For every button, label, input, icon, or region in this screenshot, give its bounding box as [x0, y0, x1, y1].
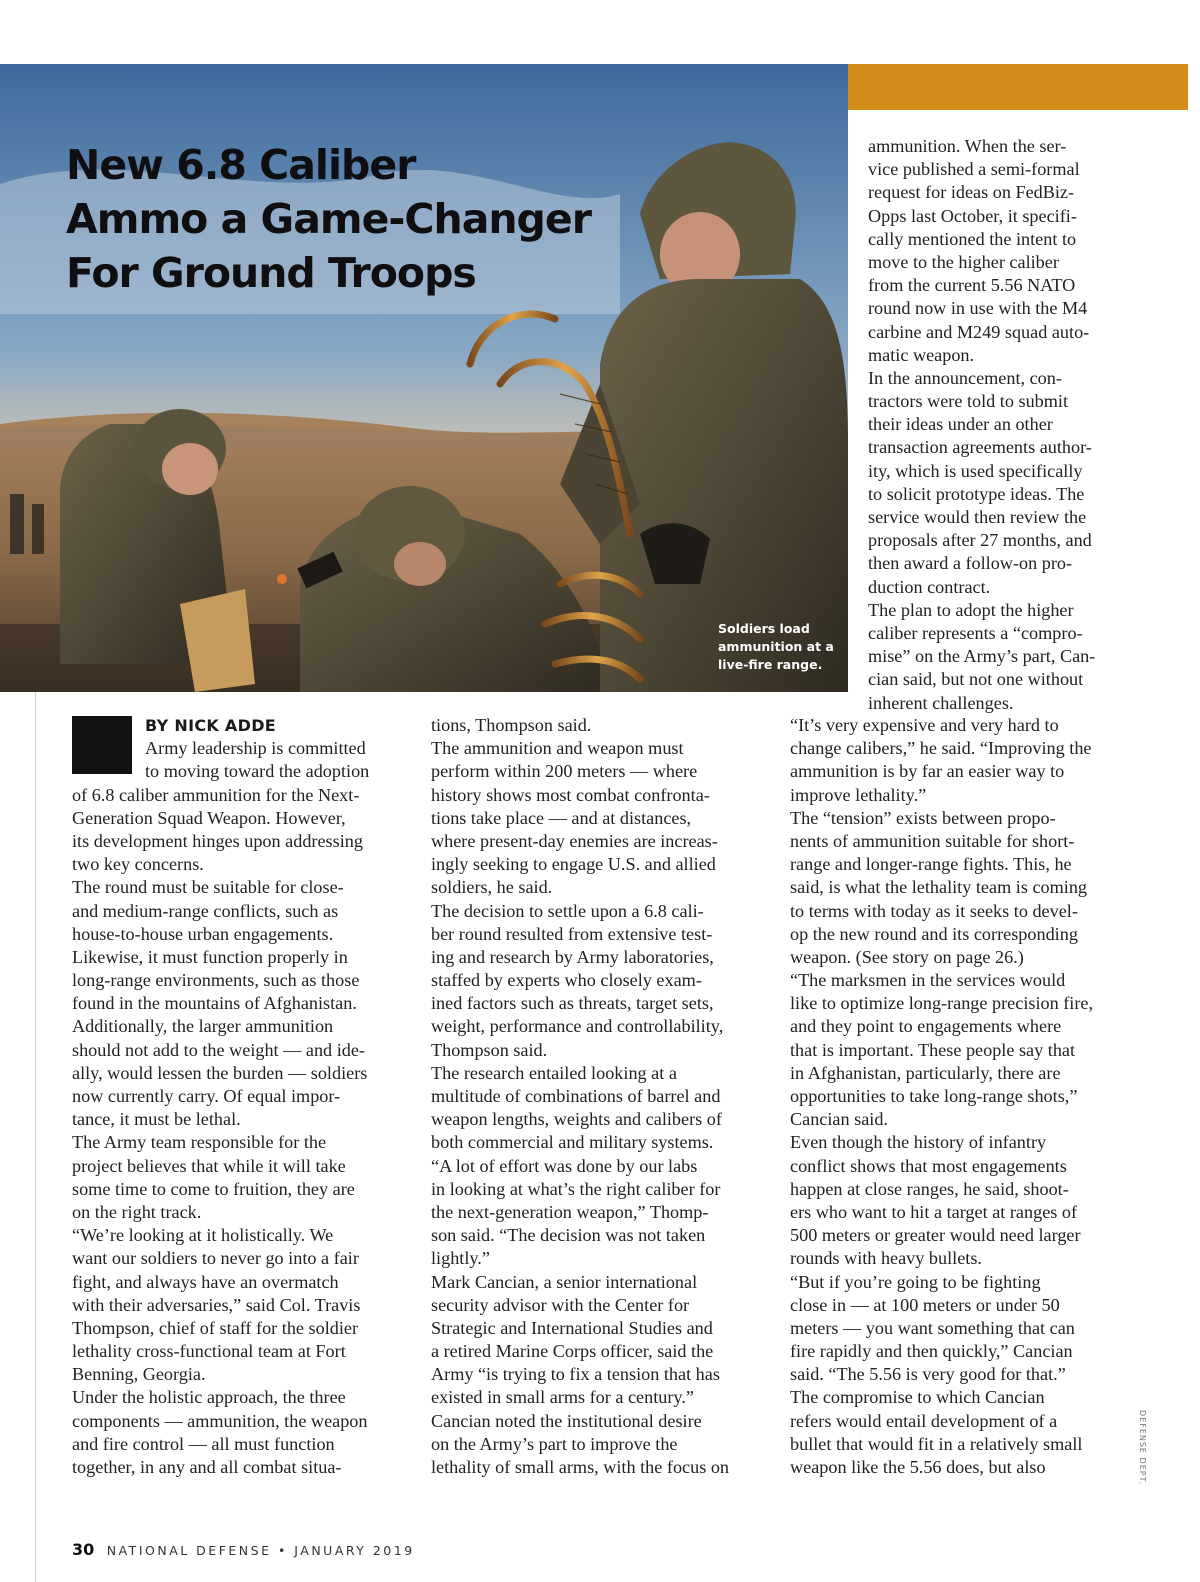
text-line: mise” on the Army’s part, Can-	[868, 646, 1096, 667]
text-line: proposals after 27 months, and	[868, 530, 1092, 551]
text-line: components — ammunition, the weapon	[72, 1410, 368, 1431]
text-line: the next-generation weapon,” Thomp-	[431, 1201, 709, 1222]
text-line: caliber represents a “compro-	[868, 622, 1083, 643]
text-line: close in — at 100 meters or under 50	[790, 1294, 1060, 1315]
text-line: to terms with today as it seeks to devel-	[790, 900, 1078, 921]
text-line: The decision to settle upon a 6.8 cali-	[431, 900, 704, 921]
text-line: vice published a semi-formal	[868, 159, 1080, 180]
text-line: bullet that would fit in a relatively small	[790, 1433, 1083, 1454]
text-column-3	[790, 714, 1122, 1479]
text-line: Likewise, it must function properly in	[72, 946, 348, 967]
text-line: found in the mountains of Afghanistan.	[72, 993, 357, 1014]
text-line: weapon. (See story on page 26.)	[790, 946, 1024, 967]
text-line: weight, performance and controllability,	[431, 1016, 724, 1037]
text-line: cian said, but not one without	[868, 669, 1084, 690]
text-line: said. “The 5.56 is very good for that.”	[790, 1364, 1066, 1385]
text-line: from the current 5.56 NATO	[868, 275, 1076, 296]
text-line: soldiers, he said.	[431, 877, 553, 898]
text-line: Thompson, chief of staff for the soldier	[72, 1317, 359, 1338]
text-line: weapon like the 5.56 does, but also	[790, 1457, 1046, 1477]
text-line: Additionally, the larger ammunition	[72, 1016, 334, 1037]
text-line: transaction agreements author-	[868, 437, 1092, 458]
text-line: to moving toward the adoption	[145, 761, 370, 782]
text-line: ity, which is used specifically	[868, 460, 1083, 481]
text-line: tractors were told to submit	[868, 391, 1069, 412]
text-line: ing and research by Army laboratories,	[431, 946, 714, 967]
text-line: The ammunition and weapon must	[431, 738, 684, 759]
text-line: happen at close ranges, he said, shoot-	[790, 1178, 1069, 1199]
text-line: carbine and M249 squad auto-	[868, 321, 1090, 342]
text-line: want our soldiers to never go into a fair	[72, 1248, 359, 1269]
text-line: Army leadership is committed	[145, 738, 366, 759]
text-line: where present-day enemies are increas-	[431, 830, 718, 851]
text-line: both commercial and military systems.	[431, 1132, 714, 1153]
text-line: in looking at what’s the right caliber for	[431, 1178, 721, 1199]
headline-line: Ammo a Game-Changer	[66, 195, 591, 243]
text-line: improve lethality.”	[790, 784, 927, 805]
text-line: two key concerns.	[72, 854, 204, 875]
text-line: existed in small arms for a century.”	[431, 1387, 694, 1408]
text-line: Generation Squad Weapon. However,	[72, 807, 346, 828]
text-line: and fire control — all must function	[72, 1433, 335, 1454]
text-line: Army “is trying to fix a tension that has	[431, 1364, 720, 1385]
text-line: “We’re looking at it holistically. We	[72, 1225, 334, 1246]
text-line: matic weapon.	[868, 344, 975, 365]
text-column-2	[431, 714, 763, 1479]
text-line: on the right track.	[72, 1201, 202, 1222]
text-line: tions, Thompson said.	[431, 715, 592, 735]
text-line: like to optimize long-range precision fire,	[790, 993, 1094, 1014]
text-line: some time to come to fruition, they are	[72, 1178, 355, 1199]
text-line: move to the higher caliber	[868, 251, 1059, 272]
text-line: said, is what the lethality team is coming	[790, 877, 1088, 898]
text-line: house-to-house urban engagements.	[72, 923, 334, 944]
text-line: Opps last October, it specifi-	[868, 205, 1077, 226]
text-line: service would then review the	[868, 507, 1087, 527]
text-line: The compromise to which Cancian	[790, 1387, 1045, 1408]
text-line: ammunition. When the ser-	[868, 136, 1067, 156]
text-line: staffed by experts who closely exam-	[431, 970, 702, 991]
text-line: with their adversaries,” said Col. Travis	[72, 1294, 361, 1315]
text-line: request for ideas on FedBiz-	[868, 182, 1075, 203]
caption-line: Soldiers load	[718, 621, 810, 636]
text-line: tance, it must be lethal.	[72, 1109, 241, 1130]
text-line: should not add to the weight — and ide-	[72, 1039, 365, 1060]
text-line: 500 meters or greater would need larger	[790, 1225, 1081, 1246]
text-line: that is important. These people say that	[790, 1039, 1076, 1060]
text-line: history shows most combat confronta-	[431, 784, 710, 805]
text-line: ined factors such as threats, target sets,	[431, 993, 714, 1014]
text-line: multitude of combinations of barrel and	[431, 1086, 721, 1106]
text-line: opportunities to take long-range shots,”	[790, 1086, 1078, 1106]
text-line: now currently carry. Of equal impor-	[72, 1086, 341, 1106]
text-line: Cancian noted the institutional desire	[431, 1410, 702, 1431]
text-line: son said. “The decision was not taken	[431, 1225, 706, 1246]
text-line: and they point to engagements where	[790, 1016, 1062, 1037]
text-line: lethality cross-functional team at Fort	[72, 1341, 346, 1362]
text-line: ammunition is by far an easier way to	[790, 761, 1065, 782]
page-footer	[72, 1540, 415, 1559]
text-line: fire rapidly and then quickly,” Cancian	[790, 1341, 1073, 1362]
text-line: “A lot of effort was done by our labs	[431, 1155, 698, 1176]
text-line: Under the holistic approach, the three	[72, 1387, 346, 1408]
text-line: inherent challenges.	[868, 692, 1014, 713]
text-line: weapon lengths, weights and calibers of	[431, 1109, 722, 1130]
text-line: in Afghanistan, particularly, there are	[790, 1062, 1061, 1083]
text-line: “But if you’re going to be fighting	[790, 1271, 1041, 1292]
text-line: cally mentioned the intent to	[868, 228, 1077, 249]
text-line: lethality of small arms, with the focus on	[431, 1457, 730, 1477]
text-line: ers who want to hit a target at ranges of	[790, 1201, 1078, 1222]
text-line: rounds with heavy bullets.	[790, 1248, 982, 1269]
photo-caption	[718, 620, 842, 674]
text-line: to solicit prototype ideas. The	[868, 483, 1085, 504]
text-line: op the new round and its corresponding	[790, 923, 1078, 944]
text-line: nents of ammunition suitable for short-	[790, 830, 1075, 851]
text-line: “The marksmen in the services would	[790, 970, 1066, 991]
text-line: Cancian said.	[790, 1109, 888, 1130]
accent-bar	[848, 64, 1188, 110]
article-headline	[66, 138, 626, 300]
text-line: Mark Cancian, a senior international	[431, 1271, 698, 1292]
text-line: In the announcement, con-	[868, 367, 1062, 388]
text-line: ber round resulted from extensive test-	[431, 923, 713, 944]
text-line: and medium-range conflicts, such as	[72, 900, 339, 921]
text-line: Thompson said.	[431, 1039, 548, 1060]
text-line: on the Army’s part to improve the	[431, 1433, 678, 1454]
text-line: Benning, Georgia.	[72, 1364, 206, 1385]
column-1-body	[72, 737, 404, 1479]
page-number: 30	[72, 1540, 95, 1559]
text-line: meters — you want something that can	[790, 1317, 1075, 1338]
text-line: of 6.8 caliber ammunition for the Next-	[72, 784, 360, 805]
text-line: project believes that while it will take	[72, 1155, 346, 1176]
text-line: change calibers,” he said. “Improving the	[790, 738, 1092, 759]
text-column-1	[72, 714, 404, 1479]
photo-credit: DEFENSE DEPT.	[1138, 1410, 1147, 1486]
text-column-right-top	[868, 135, 1124, 715]
text-line: security advisor with the Center for	[431, 1294, 690, 1315]
text-line: fight, and always have an overmatch	[72, 1271, 339, 1292]
text-line: The “tension” exists between propo-	[790, 807, 1056, 828]
text-line: The research entailed looking at a	[431, 1062, 677, 1083]
text-line: long-range environments, such as those	[72, 970, 360, 991]
text-line: duction contract.	[868, 576, 991, 597]
text-line: then award a follow-on pro-	[868, 553, 1073, 574]
text-line: together, in any and all combat situa-	[72, 1457, 342, 1477]
text-line: Strategic and International Studies and	[431, 1317, 713, 1338]
text-line: range and longer-range fights. This, he	[790, 854, 1072, 875]
text-line: “It’s very expensive and very hard to	[790, 715, 1059, 735]
text-line: refers would entail development of a	[790, 1410, 1058, 1431]
text-line: their ideas under an other	[868, 414, 1053, 435]
text-line: perform within 200 meters — where	[431, 761, 698, 782]
headline-line: For Ground Troops	[66, 249, 476, 297]
text-line: conflict shows that most engagements	[790, 1155, 1067, 1176]
text-line: round now in use with the M4	[868, 298, 1088, 319]
publication-info: NATIONAL DEFENSE • JANUARY 2019	[106, 1543, 415, 1558]
text-line: ally, would lessen the burden — soldiers	[72, 1062, 368, 1083]
headline-line: New 6.8 Caliber	[66, 141, 416, 189]
text-line: tions take place — and at distances,	[431, 807, 692, 828]
text-line: The plan to adopt the higher	[868, 599, 1074, 620]
caption-line: live-fire range.	[718, 657, 823, 672]
text-line: ingly seeking to engage U.S. and allied	[431, 854, 716, 875]
text-line: The round must be suitable for close-	[72, 877, 344, 898]
byline: BY NICK ADDE	[145, 716, 277, 735]
text-line: The Army team responsible for the	[72, 1132, 327, 1153]
text-line: Even though the history of infantry	[790, 1132, 1047, 1153]
text-line: a retired Marine Corps officer, said the	[431, 1341, 714, 1362]
text-line: lightly.”	[431, 1248, 490, 1269]
text-line: its development hinges upon addressing	[72, 830, 363, 851]
caption-line: ammunition at a	[718, 639, 834, 654]
